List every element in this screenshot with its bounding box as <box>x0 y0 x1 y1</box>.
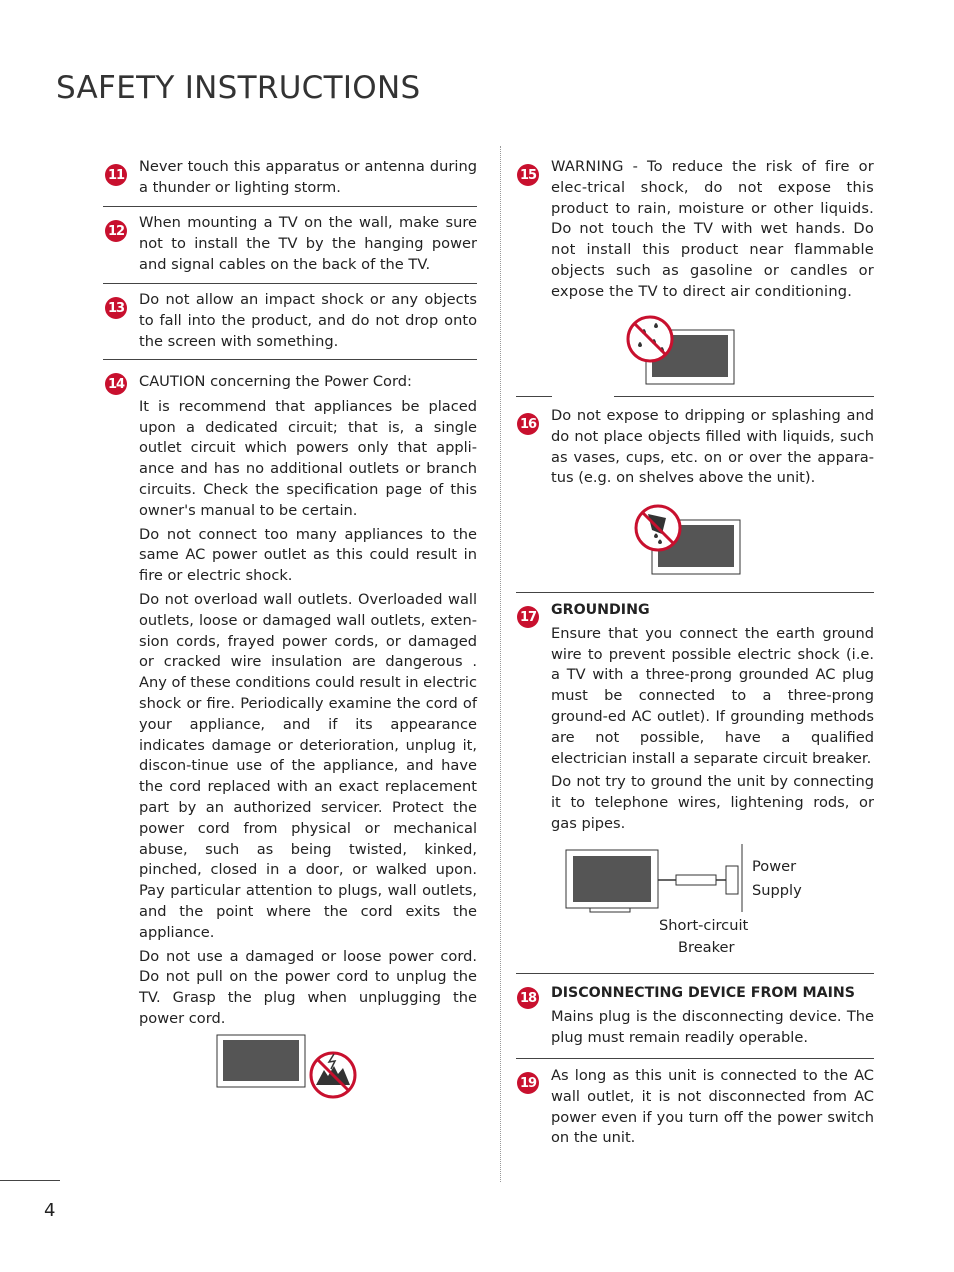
no-liquid-icon <box>636 506 680 550</box>
item-text: As long as this unit is connected to the AC wall outlet, it is not disconnected from AC power even if you turn off the power switch on the unit. <box>551 1067 874 1147</box>
supply-label: Supply <box>752 882 802 899</box>
safety-item-16 <box>551 406 874 492</box>
page-title: SAFETY INSTRUCTIONS <box>56 70 421 106</box>
item-paragraph: Do not try to ground the unit by connecting it to telephone wires, lightening rods, or gas pipes. <box>551 773 874 832</box>
item-heading: DISCONNECTING DEVICE FROM MAINS <box>551 985 855 1001</box>
item-paragraph: Do not connect too many appliances to the same AC power outlet as this could result in fire or electric shock. <box>139 525 477 585</box>
item-number-badge: 18 <box>517 987 539 1009</box>
item-number-badge: 11 <box>105 164 127 186</box>
item-separator <box>103 283 477 284</box>
item-paragraph: Ensure that you connect the earth ground wire to prevent possible electric shock (i.e. a TV with a three-prong grounded AC plug must be connected to a three-prong ground-ed AC outlet). If grounding methods are not possible, have a qualified electrician install a separate circuit breaker. <box>551 624 874 767</box>
item-text: Do not allow an impact shock or any objects to fall into the product, and do not drop onto the screen with something. <box>139 291 477 350</box>
grounding-illustration <box>564 842 754 916</box>
item-separator <box>103 206 477 207</box>
item-separator <box>103 359 477 360</box>
safety-item-11 <box>139 157 477 202</box>
item-text: Mains plug is the disconnecting device. The plug must remain readily operable. <box>551 1007 874 1046</box>
safety-item-19 <box>551 1066 874 1152</box>
no-rain-icon <box>628 317 672 361</box>
item-number-badge: 15 <box>517 164 539 186</box>
power-label: Power <box>752 858 797 875</box>
item-number-badge: 13 <box>105 297 127 319</box>
no-lightning-icon <box>311 1053 355 1097</box>
safety-item-13 <box>139 290 477 355</box>
tv-liquid-illustration <box>632 504 744 580</box>
item-text: Do not expose to dripping or splashing and do not place objects filled with liquids, such as vases, cups, etc. on or over the appara-tus (e.g. on shelves above the unit). <box>551 407 874 487</box>
item-text: Never touch this apparatus or antenna during a thunder or lighting storm. <box>139 158 477 196</box>
item-paragraph: It is recommend that appliances be placed upon a dedicated circuit; that is, a single outlet circuit which powers only that appli-ance and has no additional outlets or branch circuits. Check the specification page of this owner's manual to be certain. <box>139 397 477 519</box>
safety-item-14 <box>139 372 477 1033</box>
breaker-label: Breaker <box>678 939 735 956</box>
item-separator <box>516 592 874 593</box>
safety-item-17 <box>551 600 874 838</box>
safety-item-18 <box>551 983 874 1051</box>
safety-item-15 <box>551 157 874 306</box>
item-text: When mounting a TV on the wall, make sure not to install the TV by the hanging power and signal cables on the back of the TV. <box>139 214 477 273</box>
item-heading: GROUNDING <box>551 602 650 618</box>
short-circuit-label: Short-circuit <box>659 917 749 934</box>
column-divider <box>500 146 501 1182</box>
item-number-badge: 14 <box>105 373 127 395</box>
item-text: CAUTION concerning the Power Cord: <box>139 373 412 390</box>
item-number-badge: 16 <box>517 413 539 435</box>
item-number-badge: 19 <box>517 1072 539 1094</box>
item-separator <box>516 973 874 974</box>
tv-rain-illustration <box>624 312 744 390</box>
safety-item-12 <box>139 213 477 278</box>
item-number-badge: 17 <box>517 606 539 628</box>
item-separator <box>516 396 552 397</box>
tv-power-cord-illustration <box>216 1032 362 1102</box>
item-separator <box>614 396 874 397</box>
item-number-badge: 12 <box>105 220 127 242</box>
item-paragraph: Do not overload wall outlets. Overloaded wall outlets, loose or damaged wall outlets, exten-sion cords, frayed power cords, or damaged or cracked wire insulation are dangerous . Any of these conditions could result in electric shock or fire. Periodically examine the cord of your appliance, and if its appearance indicates damage or deterioration, unplug it, discon-tinue use of the appliance, and have the cord replaced with an exact replacement part by an authorized servicer. Protect the power cord from physical or mechanical abuse, such as being twisted, kinked, pinched, closed in a door, or walked upon. Pay particular attention to plugs, wall outlets, and the point where the cord exits the appliance. <box>139 590 477 941</box>
item-separator <box>516 1058 874 1059</box>
page-number-rule <box>0 1180 60 1181</box>
item-paragraph: Do not use a damaged or loose power cord. Do not pull on the power cord to unplug the TV. Grasp the plug when unplugging the power cord. <box>139 947 477 1027</box>
page-number: 4 <box>44 1200 56 1221</box>
item-text: WARNING - To reduce the risk of fire or elec-trical shock, do not expose this product to rain, moisture or other liquids. Do not touch the TV with wet hands. Do not install this product near flammable objects such as gasoline or candles or expose the TV to direct air conditioning. <box>551 158 874 300</box>
